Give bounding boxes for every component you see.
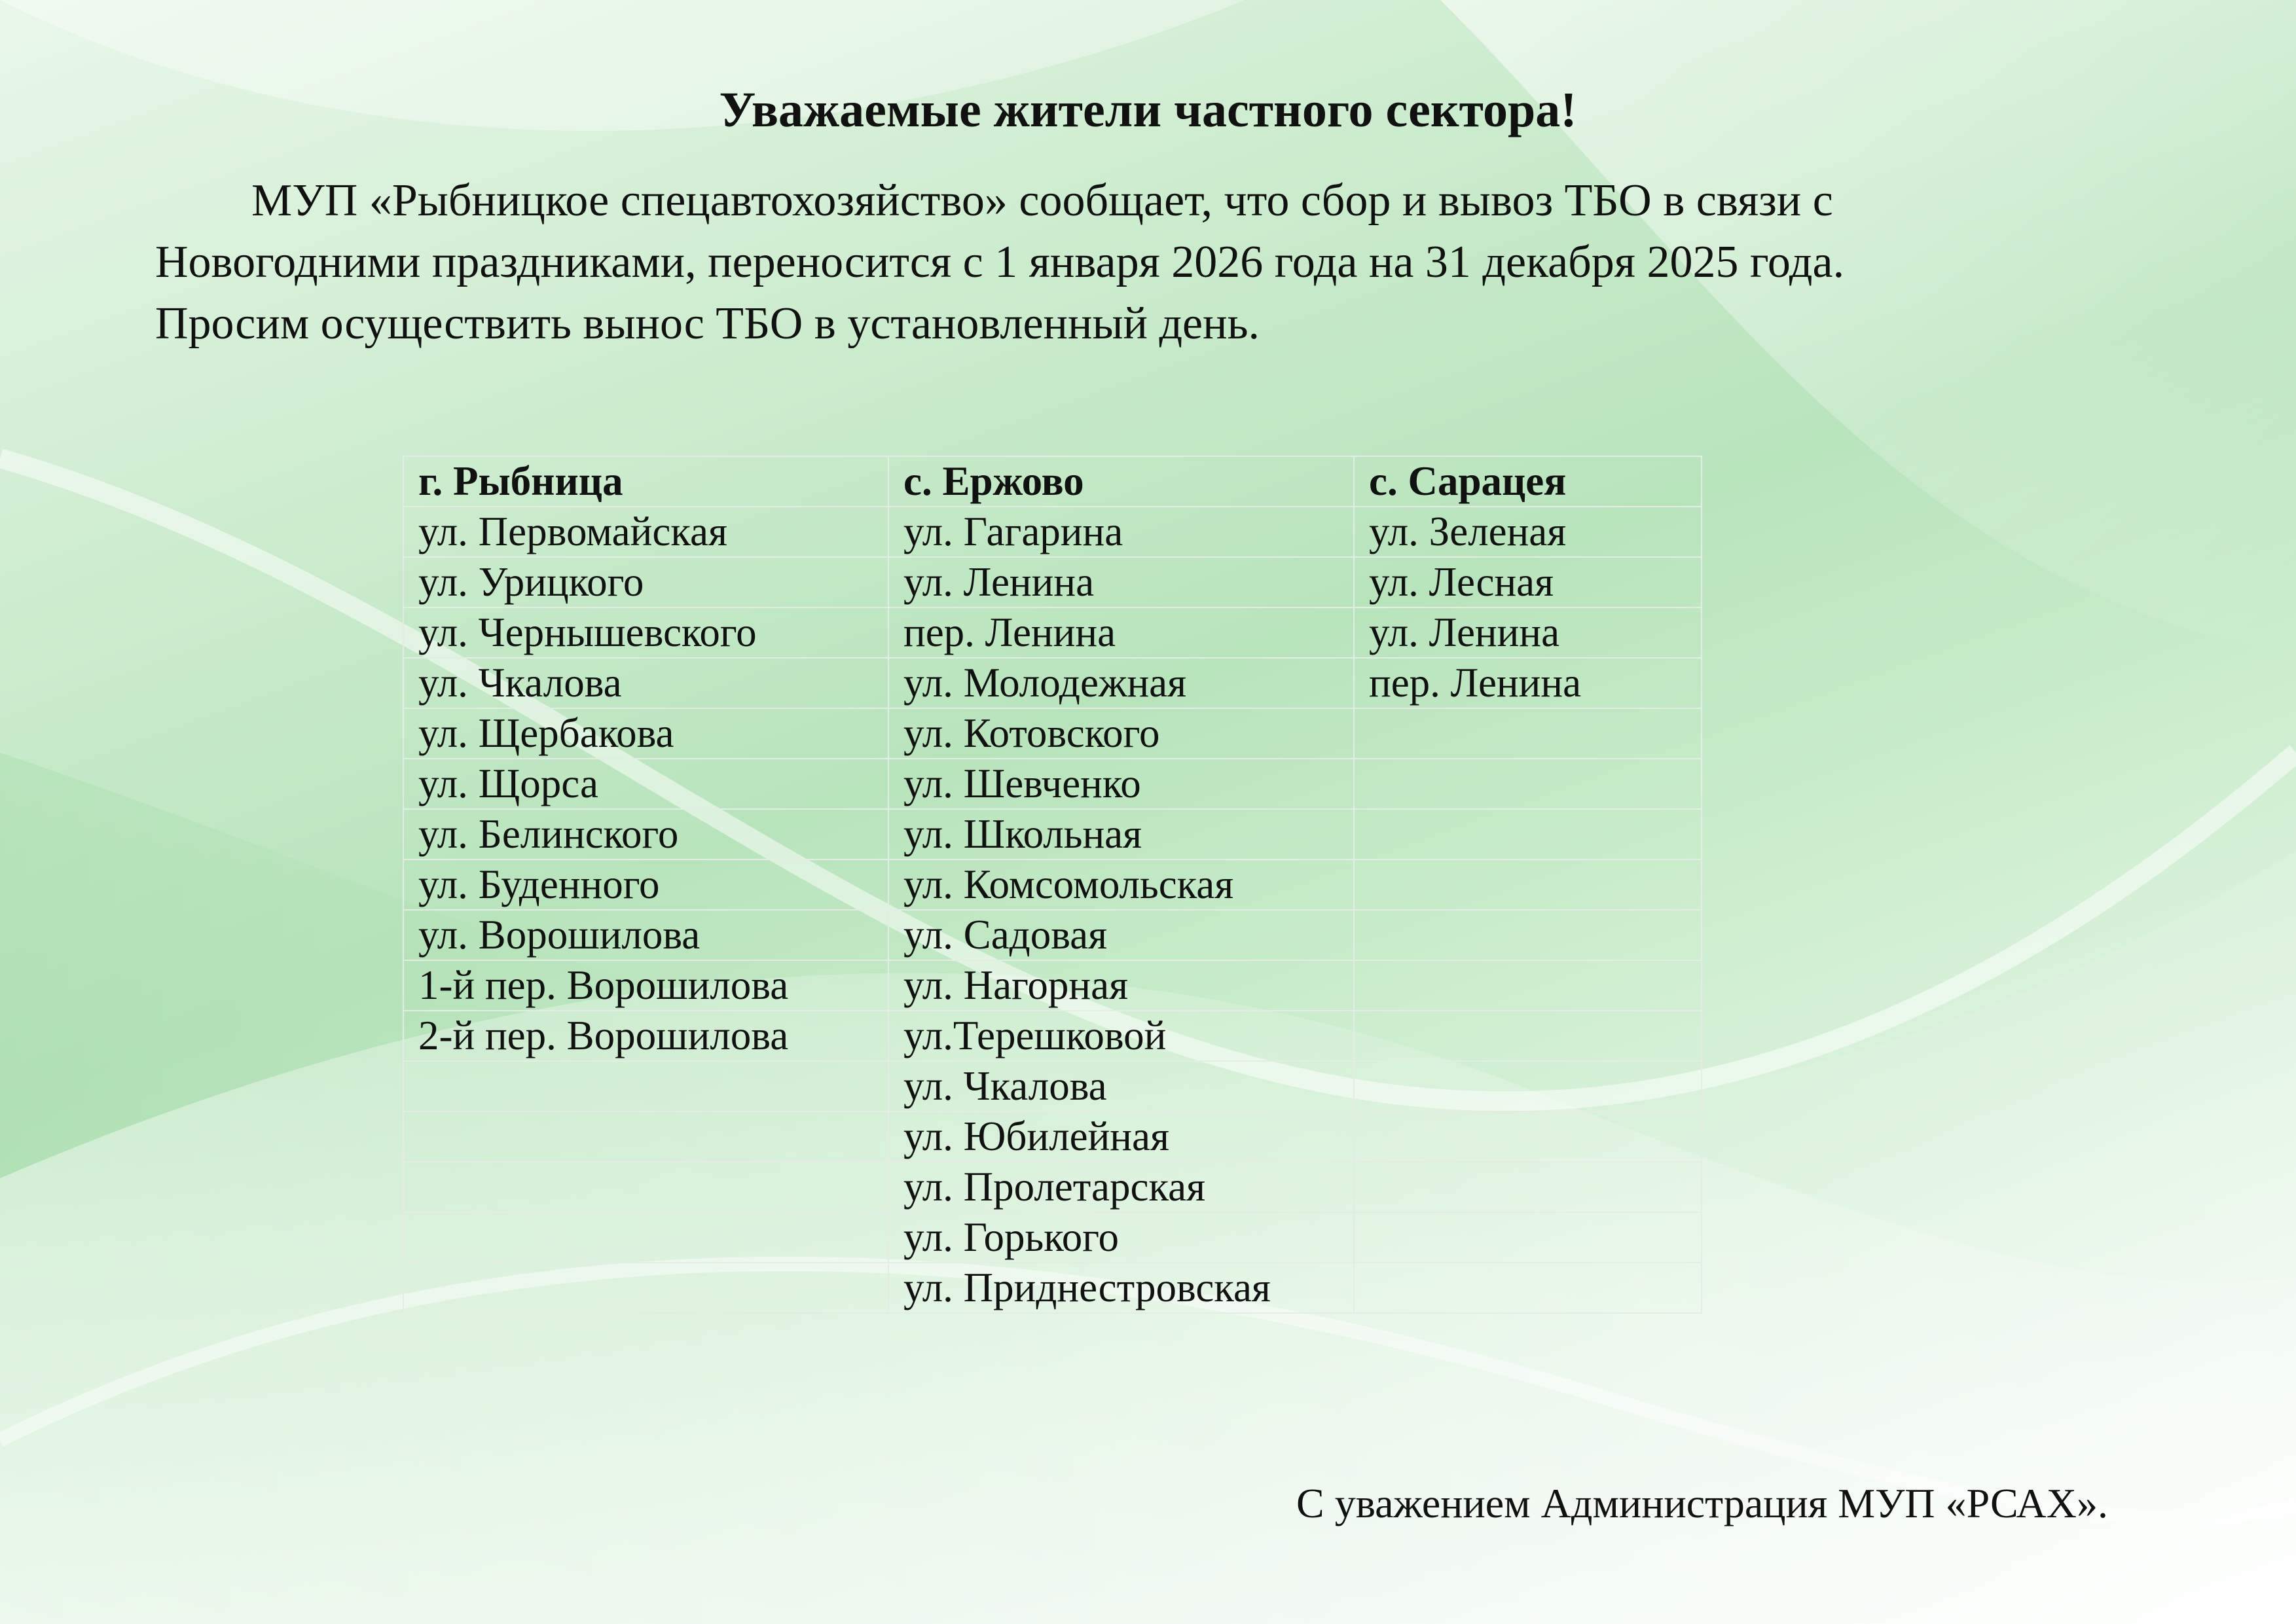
table-body — [403, 507, 1702, 1313]
table-row — [403, 859, 1702, 910]
table-row — [403, 1011, 1702, 1061]
column-header-rybnitsa: г. Рыбница — [403, 456, 888, 507]
column-header-erzhovo: с. Ержово — [888, 456, 1354, 507]
table-cell: ул. Школьная — [888, 809, 1354, 859]
table-cell — [403, 1111, 888, 1162]
table-cell — [403, 1263, 888, 1313]
table-cell: ул. Садовая — [888, 910, 1354, 960]
table-row — [403, 910, 1702, 960]
table-cell: ул. Чкалова — [403, 658, 888, 708]
table-cell: 2-й пер. Ворошилова — [403, 1011, 888, 1061]
table-cell: ул. Ленина — [888, 557, 1354, 607]
table-row — [403, 507, 1702, 557]
table-cell: пер. Ленина — [1354, 658, 1702, 708]
table-cell: ул. Лесная — [1354, 557, 1702, 607]
table-cell — [1354, 910, 1702, 960]
table-cell: пер. Ленина — [888, 607, 1354, 658]
table-cell: ул. Шевченко — [888, 759, 1354, 809]
table-row — [403, 1212, 1702, 1263]
table-cell — [1354, 1212, 1702, 1263]
table-cell: ул. Нагорная — [888, 960, 1354, 1011]
signature-text: С уважением Администрация МУП «РСАХ». — [1296, 1480, 2108, 1526]
notice-line-2: Новогодними праздниками, переносится с 1 января 2026 года на 31 декабря 2025 года. — [155, 237, 1845, 287]
table-row — [403, 1263, 1702, 1313]
table-cell — [403, 1212, 888, 1263]
table-cell: ул. Комсомольская — [888, 859, 1354, 910]
table-row — [403, 759, 1702, 809]
table-cell — [1354, 1061, 1702, 1111]
table-cell: ул. Щорса — [403, 759, 888, 809]
table-cell — [1354, 708, 1702, 759]
table-header-row — [403, 456, 1702, 507]
table-cell — [1354, 809, 1702, 859]
table-cell: ул. Ленина — [1354, 607, 1702, 658]
table-cell: ул. Горького — [888, 1212, 1354, 1263]
table-cell — [1354, 1263, 1702, 1313]
table-row — [403, 607, 1702, 658]
column-header-saratseya: с. Сарацея — [1354, 456, 1702, 507]
notice-line-3: Просим осуществить вынос ТБО в установленный день. — [155, 298, 1260, 349]
table-row — [403, 809, 1702, 859]
table-row — [403, 708, 1702, 759]
streets-table — [403, 456, 1702, 1314]
table-cell: ул. Юбилейная — [888, 1111, 1354, 1162]
table-cell: ул. Чернышевского — [403, 607, 888, 658]
table-cell — [403, 1162, 888, 1212]
table-cell: ул. Ворошилова — [403, 910, 888, 960]
notice-text — [155, 170, 2172, 355]
table-cell — [1354, 1162, 1702, 1212]
table-cell: ул. Котовского — [888, 708, 1354, 759]
table-cell: ул. Белинского — [403, 809, 888, 859]
table-cell: ул. Чкалова — [888, 1061, 1354, 1111]
table-row — [403, 1061, 1702, 1111]
table-cell — [1354, 859, 1702, 910]
table-cell — [1354, 759, 1702, 809]
table-cell: ул. Щербакова — [403, 708, 888, 759]
notice-line-1: МУП «Рыбницкое спецавтохозяйство» сообщает, что сбор и вывоз ТБО в связи с — [251, 175, 1833, 226]
table-cell — [1354, 1011, 1702, 1061]
table-cell: ул. Буденного — [403, 859, 888, 910]
table-row — [403, 557, 1702, 607]
table-cell — [403, 1061, 888, 1111]
table-cell: ул. Первомайская — [403, 507, 888, 557]
table-cell — [1354, 960, 1702, 1011]
table-cell: ул. Урицкого — [403, 557, 888, 607]
table-row — [403, 658, 1702, 708]
table-cell: 1-й пер. Ворошилова — [403, 960, 888, 1011]
table-cell: ул. Пролетарская — [888, 1162, 1354, 1212]
table-cell: ул. Приднестровская — [888, 1263, 1354, 1313]
table-row — [403, 960, 1702, 1011]
table-cell: ул.Терешковой — [888, 1011, 1354, 1061]
table-row — [403, 1111, 1702, 1162]
table-cell — [1354, 1111, 1702, 1162]
table-cell: ул. Зеленая — [1354, 507, 1702, 557]
table-row — [403, 1162, 1702, 1212]
page-title: Уважаемые жители частного сектора! — [719, 82, 1577, 137]
table-cell: ул. Гагарина — [888, 507, 1354, 557]
table-cell: ул. Молодежная — [888, 658, 1354, 708]
